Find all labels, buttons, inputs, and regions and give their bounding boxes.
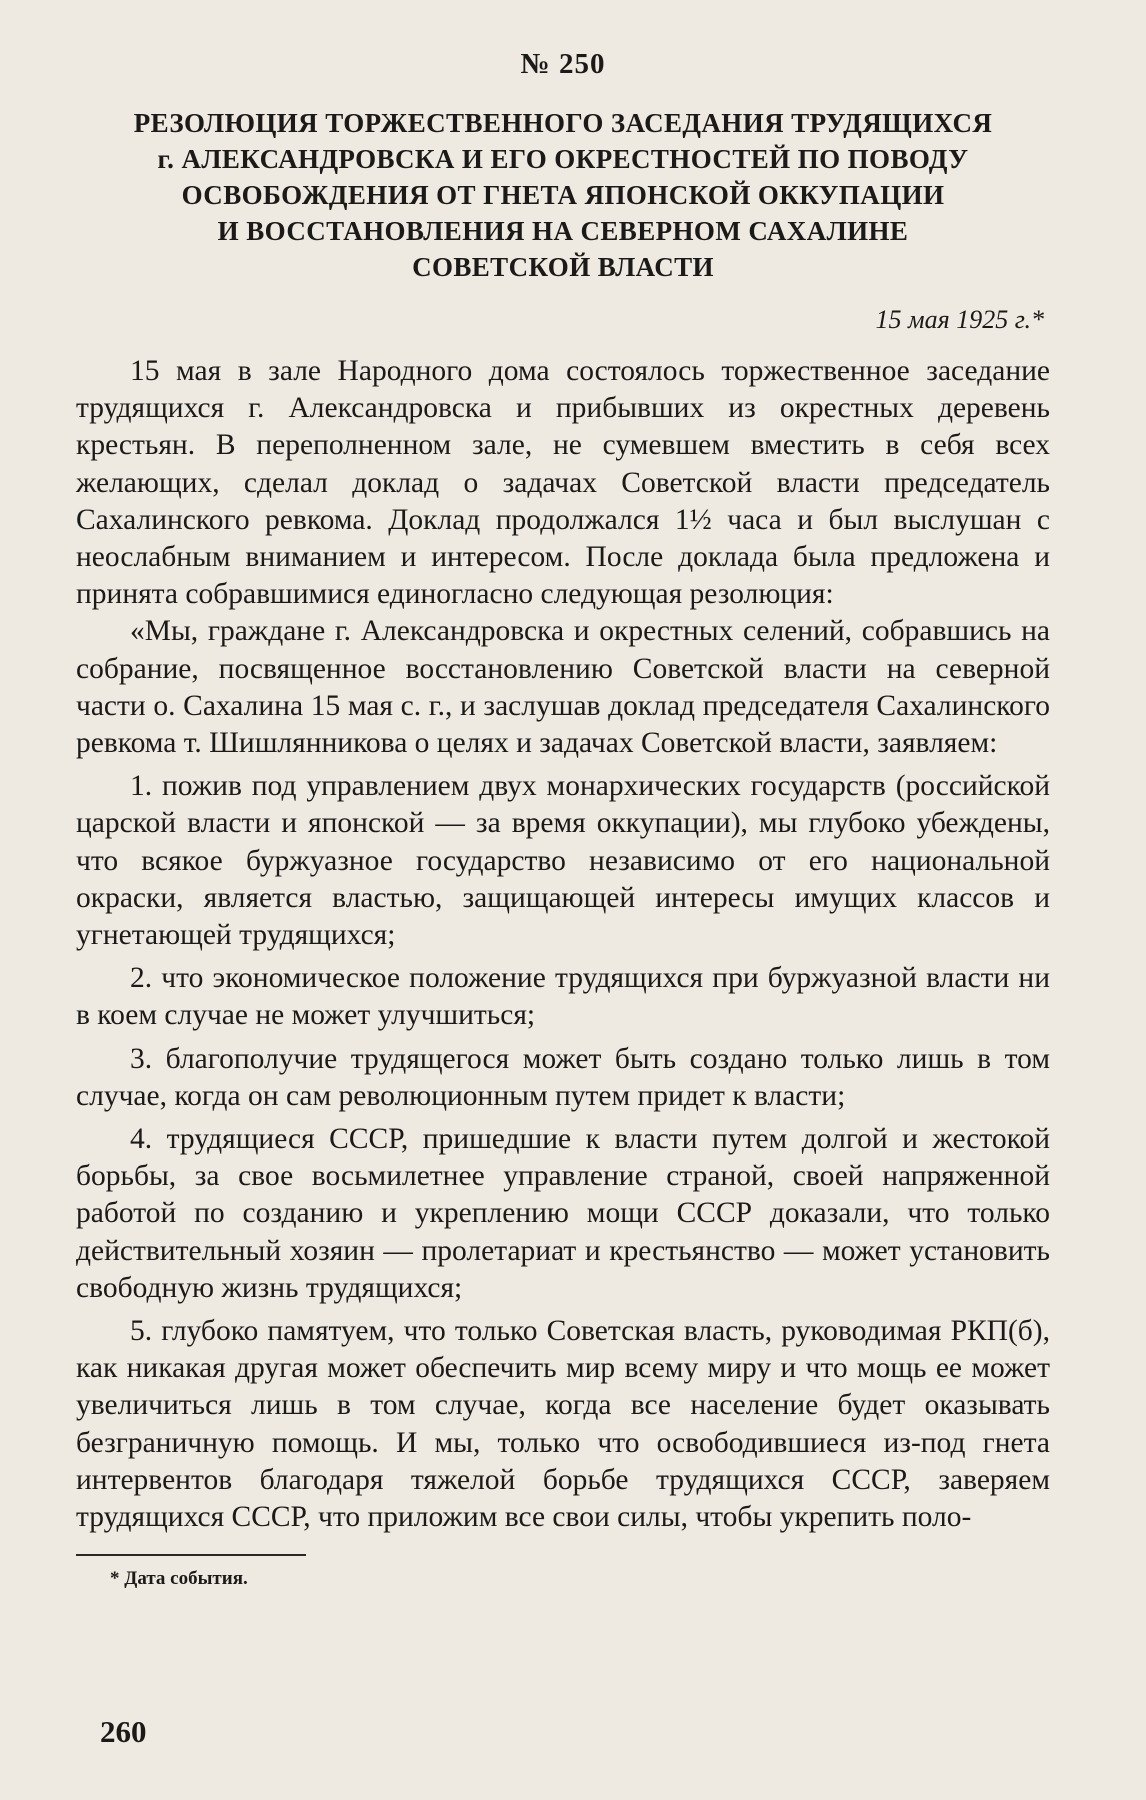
resolution-preamble: «Мы, граждане г. Александровска и окрестных селений, собравшись на собрание, посвященное восстановлению Советской власти на северной части о. Сахалина 15 мая с. г., и заслушав доклад председателя Сахалинского ревкома т. Шишлянникова о целях и задачах Советской власти, заявляем: <box>76 615 1050 760</box>
footnote: * Дата события. <box>110 1568 248 1590</box>
resolution-point-4: 4. трудящиеся СССР, пришедшие к власти путем долгой и жестокой борьбы, за свое восьмилетнее управление страной, своей напряженной работой по созданию и укреплению мощи СССР доказали, что только действительный хозяин — пролетариат и крестьянство — может установить свободную жизнь трудящихся; <box>76 1123 1050 1304</box>
footnote-divider <box>76 1554 306 1556</box>
resolution-point-5: 5. глубоко памятуем, что только Советская власть, руководимая РКП(б), как никакая другая может обеспечить мир всему миру и что мощь ее может увеличиться лишь в том случае, когда все население будет оказывать безграничную помощь. И мы, только что освободившиеся из-под гнета интервентов благодаря тяжелой борьбе трудящихся СССР, заверяем трудящихся СССР, что приложим все свои силы, чтобы укрепить поло- <box>76 1315 1050 1534</box>
document-date: 15 мая 1925 г.* <box>875 305 1044 334</box>
title-line: СОВЕТСКОЙ ВЛАСТИ <box>412 252 714 282</box>
resolution-point-3: 3. благополучие трудящегося может быть создано только лишь в том случае, когда он сам революционным путем придет к власти; <box>76 1042 1050 1112</box>
document-number: № 250 <box>520 48 606 80</box>
page-number: 260 <box>100 1714 147 1749</box>
title-line: ОСВОБОЖДЕНИЯ ОТ ГНЕТА ЯПОНСКОЙ ОККУПАЦИИ <box>181 180 945 210</box>
document-title <box>76 105 1050 285</box>
resolution-point-2: 2. что экономическое положение трудящихся при буржуазной власти ни в коем случае не может улучшиться; <box>76 962 1050 1032</box>
title-line: И ВОССТАНОВЛЕНИЯ НА СЕВЕРНОМ САХАЛИНЕ <box>217 216 909 246</box>
resolution-point-1: 1. пожив под управлением двух монархических государств (российской царской власти и японской — за время оккупации), мы глубоко убеждены, что всякое буржуазное государство независимо от его национальной окраски, является властью, защищающей интересы имущих классов и угнетающей трудящихся; <box>76 770 1050 952</box>
title-line: г. АЛЕКСАНДРОВСКА И ЕГО ОКРЕСТНОСТЕЙ ПО ПОВОДУ <box>157 144 969 174</box>
intro-paragraph: 15 мая в зале Народного дома состоялось торжественное заседание трудящихся г. Александровска и прибывших из окрестных деревень крестьян. В переполненном зале, не сумевшем вместить в себя всех желающих, сделал доклад о задачах Советской власти председатель Сахалинского ревкома. Доклад продолжался 1½ часа и был выслушан с неослабным вниманием и интересом. После доклада была предложена и принята собравшимися единогласно следующая резолюция: <box>76 355 1050 611</box>
title-line: РЕЗОЛЮЦИЯ ТОРЖЕСТВЕННОГО ЗАСЕДАНИЯ ТРУДЯЩИХСЯ <box>133 108 993 138</box>
document-body <box>76 353 1050 1536</box>
